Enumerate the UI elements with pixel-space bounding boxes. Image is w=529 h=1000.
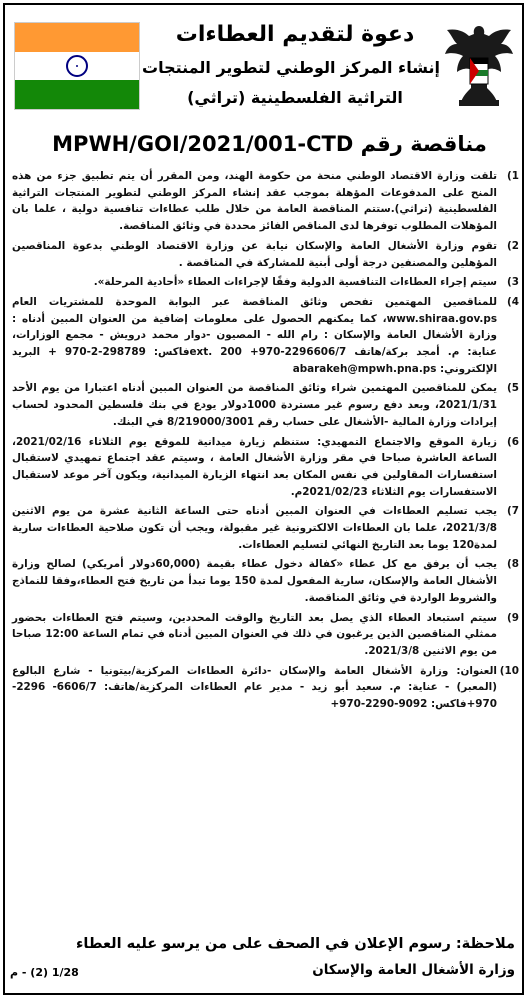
clause-text: العنوان: وزارة الأشغال العامة والإسكان -دائرة العطاءات المركزية/بيتونيا - شارع البالوع (المعبر) - عناية: م. سعيد أبو زيد - مدير عام العطاءات المركزية/هاتف: 6606/7- 2296-970+فاكس: 9092-2290-970+	[12, 664, 497, 711]
ministry-signature: وزارة الأشغال العامة والإسكان	[312, 962, 515, 978]
clause-text: للمناقصين المهتمين تفحص وثائق المناقصة عبر البوابة الموحدة للمشتريات العام www.shiraa.gov.ps، كما يمكنهم الحصول على معلومات إضافية من العنوان المبين أدناه : وزارة الأشغال العامة والإسكان : رام الله - المصيون -دوار محمد درويش - مجمع الوزارات، عناية: م. أمجد بركة/هاتف ext. 200 +970-2296606/7فاكس: 298789-2-970 + البريد الإلكتروني: abarakeh@mpwh.pna.ps	[12, 295, 497, 375]
clause-number: 10)	[499, 664, 519, 677]
clause-item	[12, 503, 519, 553]
clause-item	[12, 238, 519, 271]
clause-number: 1)	[507, 170, 519, 182]
clause-number: 6)	[507, 435, 519, 448]
clause-item	[12, 274, 519, 291]
clause-item	[12, 610, 519, 660]
clause-text: تلقت وزارة الاقتصاد الوطني منحة من حكومة الهند، ومن المقرر أن يتم تطبيق جزء من هذه المنح على المدفوعات المؤهلة بموجب عقد إنشاء المركز الوطني لتطوير المنتجات التراثية الفلسطينية (تراثي).ستتم المناقصة العامة من خلال طلب عطاءات تنافسية دولية ، علما بان المؤهلات المطلوب توفرها لدى المناقص الفائز محددة في وثائق المناقصة.	[12, 170, 497, 233]
clause-text: تقوم وزارة الأشغال العامة والإسكان نيابة عن وزارة الاقتصاد الوطني بدعوة المناقصين المؤهلين والمصنفين درجة أولى أبنية للمشاركة في المناقصة .	[12, 239, 497, 269]
clause-number: 9)	[507, 611, 519, 624]
palestine-eagle-emblem-icon	[441, 20, 517, 110]
clause-item	[12, 663, 519, 713]
project-title-line-1: إنشاء المركز الوطني لتطوير المنتجات	[142, 58, 440, 77]
clause-text: سيتم إجراء العطاءات التنافسية الدولية وفقًا لإجراءات العطاء «أحادية المرحلة».	[93, 276, 497, 289]
clause-item	[12, 380, 519, 430]
clause-number: 3)	[507, 276, 519, 289]
clause-item	[12, 556, 519, 606]
clause-text: سيتم استبعاد العطاء الذي يصل بعد التاريخ والوقت المحددين، وسيتم فتح العطاءات بحضور ممثلي المناقصين الذين يرغبون في ذلك في العنوان المبين أدناه في تمام الساعة 12:00 صباحا من يوم الاثنين 2021/3/8.	[12, 611, 497, 657]
page-title: دعوة لتقديم العطاءات	[175, 22, 415, 47]
clause-number: 7)	[507, 505, 519, 518]
clause-number: 8)	[507, 558, 519, 571]
clause-text: يجب أن يرفق مع كل عطاء «كفالة دخول عطاء بقيمة (60,000دولار أمريكي) لصالح وزارة الأشغال العامة والإسكان، سارية المفعول لمدة 150 يوما تبدأ من تاريخ فتح العطاء،وفقا للنماذج والشروط الواردة في وثائق المناقصة.	[12, 558, 498, 604]
clause-item	[12, 294, 519, 378]
clause-item	[12, 168, 519, 235]
clause-text: يجب تسليم العطاءات في العنوان المبين أدناه حتى الساعة الثانية عشرة من يوم الاثنين 2021/3/8، علما بان العطاءات الالكترونية غير مقبولة، ويجب أن تكون صلاحية العطاءات سارية لمدة120 يوما بعد التاريخ النهائي لتسليم العطاءات.	[12, 505, 497, 551]
publication-reference: 1/28 (2) - م	[10, 966, 79, 979]
clause-number: 2)	[507, 239, 519, 252]
clause-text: زيارة الموقع والاجتماع التمهيدي: ستنظم زيارة ميدانية للموقع يوم الثلاثاء 2021/02/16، الساعة العاشرة صباحا في مقر وزارة الأشغال العامة ، وسيتم عقد اجتماع تمهيدي لاستقبال استفسارات المقاولين في نفس المكان بعد انتهاء الزيارة الميدانية، ويكون آخر موعد لاستقبال الاستفسارات يوم الثلاثاء 2021/02/23م.	[12, 435, 497, 498]
tender-clauses	[12, 168, 519, 716]
clause-text: يمكن للمناقصين المهتمين شراء وثائق المناقصة من العنوان المبين أدناه اعتبارا من يوم الأحد 2021/1/31، وبعد دفع رسوم غير مستردة 1000دولار يودع في بنك فلسطين المحدود لحساب إيرادات وزارة المالية -الأشغال على حساب رقم 8/219000/3001 في البنك.	[12, 382, 497, 428]
tender-number: مناقصة رقم MPWH/GOI/2021/001-CTD	[52, 132, 487, 156]
project-title-line-2: التراثية الفلسطينية (تراثي)	[187, 88, 403, 107]
footer-note: ملاحظة: رسوم الإعلان في الصحف على من يرسو عليه العطاء	[75, 936, 515, 952]
india-flag-icon	[14, 22, 140, 110]
clause-item	[12, 434, 519, 501]
clause-number: 4)	[507, 295, 519, 308]
clause-number: 5)	[507, 382, 519, 395]
